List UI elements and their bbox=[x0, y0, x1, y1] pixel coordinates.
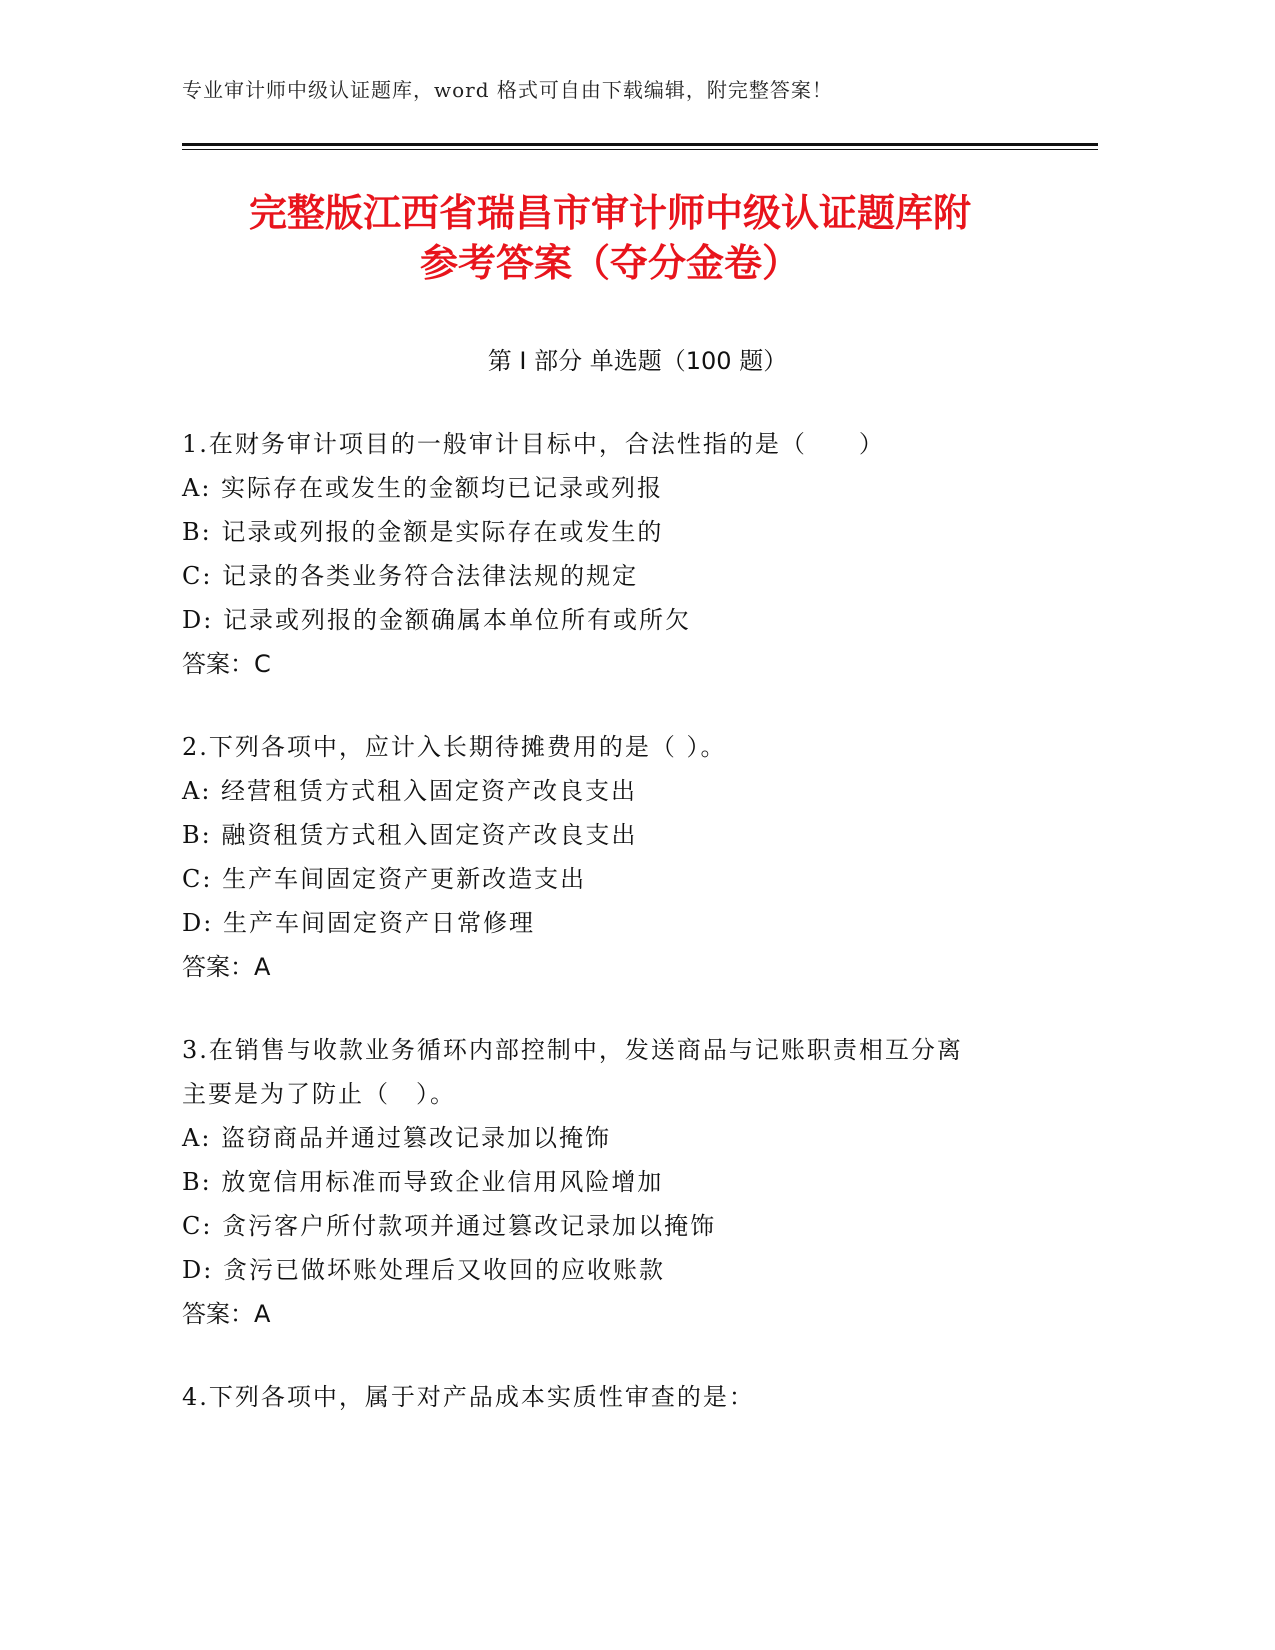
question-stem: 1.在财务审计项目的一般审计目标中，合法性指的是（ ） bbox=[182, 430, 885, 458]
question-list bbox=[182, 422, 1082, 1458]
header-rule-thin bbox=[182, 149, 1098, 150]
option-a: A: 经营租赁方式租入固定资产改良支出 bbox=[182, 777, 638, 805]
header-note: 专业审计师中级认证题库，word 格式可自由下载编辑，附完整答案！ bbox=[182, 78, 833, 102]
option-a: A: 盗窃商品并通过篡改记录加以掩饰 bbox=[182, 1124, 612, 1152]
option-c: C: 记录的各类业务符合法律法规的规定 bbox=[182, 562, 639, 590]
document-title-line-1: 完整版江西省瑞昌市审计师中级认证题库附 bbox=[248, 191, 971, 235]
question-1 bbox=[182, 422, 1082, 686]
document-title-line-2: 参考答案（夺分金卷） bbox=[419, 241, 800, 285]
answer: 答案：A bbox=[182, 1300, 271, 1328]
question-4 bbox=[182, 1375, 1082, 1419]
answer: 答案：A bbox=[182, 953, 271, 981]
option-b: B: 融资租赁方式租入固定资产改良支出 bbox=[182, 821, 638, 849]
question-stem-continued: 主要是为了防止（ ）。 bbox=[182, 1080, 456, 1108]
option-c: C: 贪污客户所付款项并通过篡改记录加以掩饰 bbox=[182, 1212, 717, 1240]
option-d: D: 生产车间固定资产日常修理 bbox=[182, 909, 535, 937]
question-stem: 3.在销售与收款业务循环内部控制中，发送商品与记账职责相互分离 bbox=[182, 1036, 963, 1064]
document-title bbox=[150, 188, 1070, 288]
question-3 bbox=[182, 1028, 1082, 1336]
option-c: C: 生产车间固定资产更新改造支出 bbox=[182, 865, 587, 893]
option-d: D: 记录或列报的金额确属本单位所有或所欠 bbox=[182, 606, 691, 634]
answer: 答案：C bbox=[182, 650, 271, 678]
question-stem: 4.下列各项中，属于对产品成本实质性审查的是： bbox=[182, 1383, 755, 1411]
option-b: B: 记录或列报的金额是实际存在或发生的 bbox=[182, 518, 664, 546]
header-rule-thick bbox=[182, 143, 1098, 146]
option-d: D: 贪污已做坏账处理后又收回的应收账款 bbox=[182, 1256, 665, 1284]
question-stem: 2.下列各项中，应计入长期待摊费用的是（ ）。 bbox=[182, 733, 727, 761]
question-2 bbox=[182, 725, 1082, 989]
option-b: B: 放宽信用标准而导致企业信用风险增加 bbox=[182, 1168, 664, 1196]
option-a: A: 实际存在或发生的金额均已记录或列报 bbox=[182, 474, 664, 502]
section-heading: 第 I 部分 单选题（100 题） bbox=[487, 347, 788, 375]
